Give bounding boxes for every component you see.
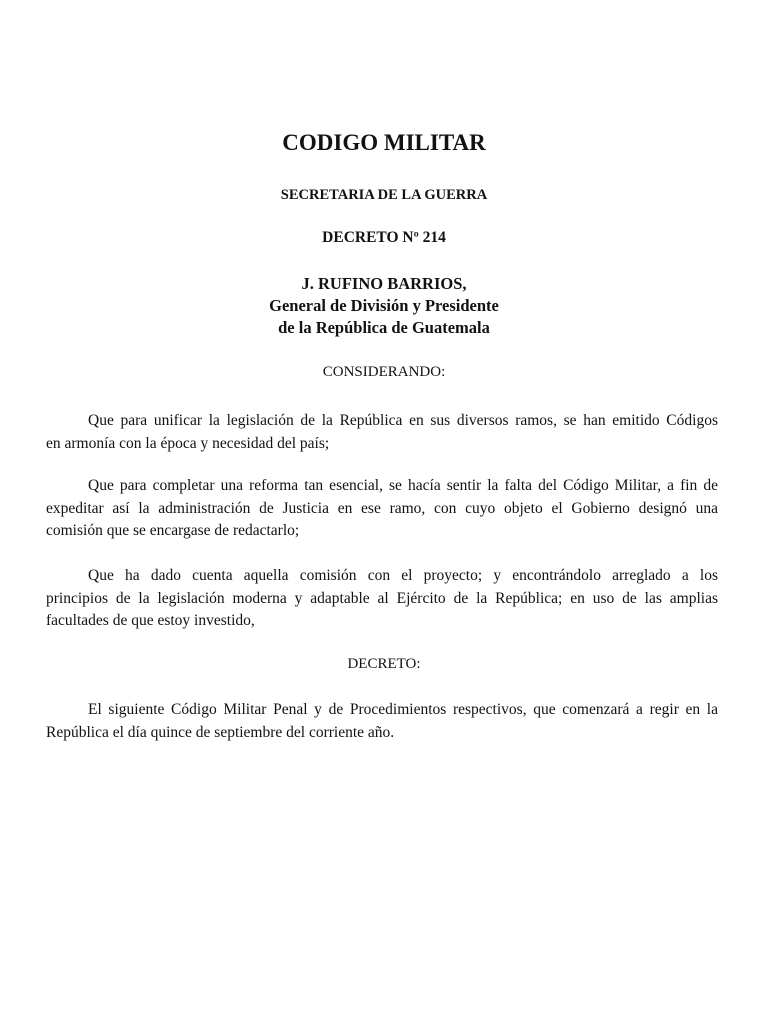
paragraph-line: en armonía con la época y necesidad del país; [46, 434, 330, 452]
considerando-paragraph [46, 475, 718, 543]
considerando-heading: CONSIDERANDO: [322, 364, 446, 380]
issuer-name: J. RUFINO BARRIOS, [301, 274, 467, 293]
decree-paragraph [46, 699, 718, 744]
department-heading: SECRETARIA DE LA GUERRA [280, 187, 488, 203]
paragraph-line: Que ha dado cuenta aquella comisión con el proyecto; y encontrándolo arreglado a los [88, 567, 718, 584]
paragraph-line: Que para unificar la legislación de la República en sus diversos ramos, se han emitido Códigos [88, 412, 718, 429]
paragraph-line: Que para completar una reforma tan esencial, se hacía sentir la falta del Código Militar, a fin de [88, 477, 718, 494]
issuer-country: de la República de Guatemala [278, 318, 490, 337]
decreto-heading: DECRETO: [347, 656, 421, 672]
paragraph-line: El siguiente Código Militar Penal y de Procedimientos respectivos, que comenzará a regir en la [88, 701, 718, 718]
paragraph-line: República el día quince de septiembre del corriente año. [46, 723, 395, 741]
considerando-paragraph [46, 410, 718, 455]
paragraph-line: facultades de que estoy investido, [46, 612, 255, 629]
considerando-paragraph [46, 565, 718, 633]
issuer-block [0, 273, 768, 339]
paragraph-line: expeditar así la administración de Justicia en ese ramo, con cuyo objeto el Gobierno designó una [46, 499, 718, 517]
document-title: CODIGO MILITAR [282, 130, 486, 155]
paragraph-line: principios de la legislación moderna y adaptable al Ejército de la República; en uso de las amplias [46, 589, 718, 607]
decree-number: DECRETO Nº 214 [322, 229, 446, 246]
paragraph-line: comisión que se encargase de redactarlo; [46, 522, 300, 539]
issuer-rank: General de División y Presidente [269, 296, 499, 315]
